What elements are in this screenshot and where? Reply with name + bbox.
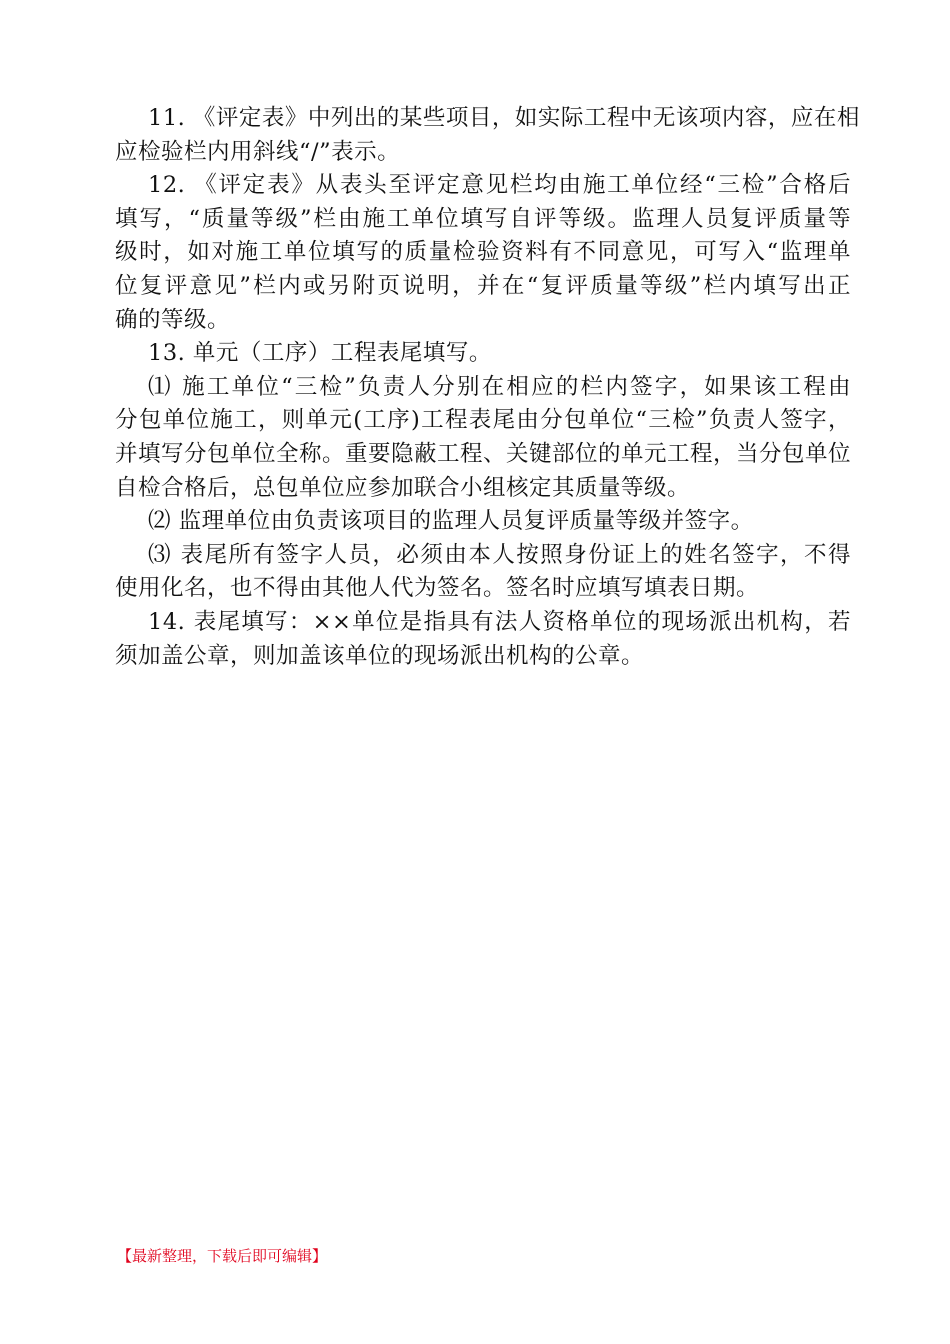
text-line: 14. 表尾填写：××单位是指具有法人资格单位的现场派出机构，若 xyxy=(148,608,851,635)
text-line: 12. 《评定表》从表头至评定意见栏均由施工单位经“三检”合格后 xyxy=(148,172,851,199)
paragraph xyxy=(115,102,860,169)
text-line: ⑵ 监理单位由负责该项目的监理人员复评质量等级并签字。 xyxy=(148,508,754,535)
text-line: ⑴ 施工单位“三检”负责人分别在相应的栏内签字，如果该工程由 xyxy=(148,373,851,400)
footer-note: 【最新整理，下载后即可编辑】 xyxy=(117,1247,328,1265)
text-line: 分包单位施工，则单元(工序)工程表尾由分包单位“三检”负责人签字， xyxy=(115,407,851,434)
text-line: 确的等级。 xyxy=(115,306,231,333)
paragraph xyxy=(115,337,851,371)
text-line: 13. 单元（工序）工程表尾填写。 xyxy=(148,340,492,367)
text-line: 填写，“质量等级”栏由施工单位填写自评等级。监理人员复评质量等 xyxy=(115,205,851,232)
text-line: 级时，如对施工单位填写的质量检验资料有不同意见，可写入“监理单 xyxy=(115,239,851,266)
text-line: 自检合格后，总包单位应参加联合小组核定其质量等级。 xyxy=(115,474,691,501)
paragraph xyxy=(115,371,851,505)
text-line: 11. 《评定表》中列出的某些项目，如实际工程中无该项内容，应在相 xyxy=(148,105,860,131)
text-line: ⑶ 表尾所有签字人员，必须由本人按照身份证上的姓名签字，不得 xyxy=(148,541,851,568)
paragraph xyxy=(115,169,851,337)
paragraph xyxy=(115,539,851,606)
text-line: 并填写分包单位全称。重要隐蔽工程、关键部位的单元工程，当分包单位 xyxy=(115,440,852,467)
text-line: 应检验栏内用斜线“/”表示。 xyxy=(115,138,401,165)
paragraph xyxy=(115,606,851,673)
document-body xyxy=(115,102,860,673)
text-line: 位复评意见”栏内或另附页说明，并在“复评质量等级”栏内填写出正 xyxy=(115,272,851,299)
text-line: 使用化名，也不得由其他人代为签名。签名时应填写填表日期。 xyxy=(115,575,760,602)
text-line: 须加盖公章，则加盖该单位的现场派出机构的公章。 xyxy=(115,642,645,669)
paragraph xyxy=(115,505,851,539)
